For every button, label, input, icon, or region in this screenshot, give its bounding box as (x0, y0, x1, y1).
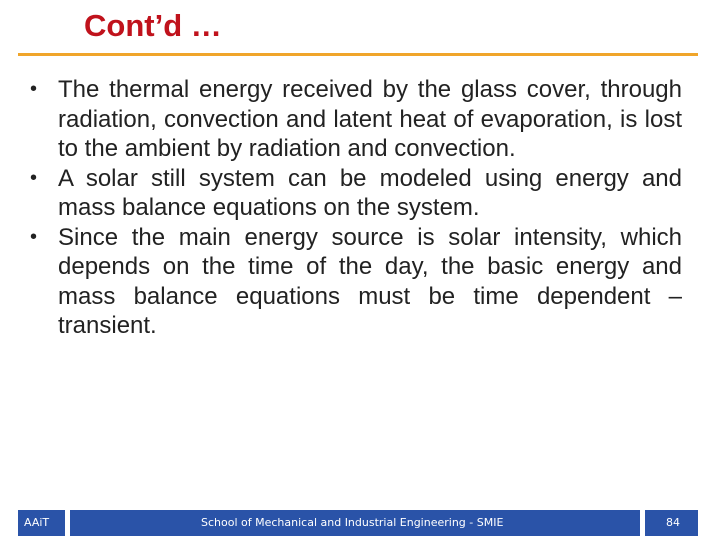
bullet-item (30, 223, 682, 341)
title-underline (18, 53, 698, 56)
bullet-item (30, 75, 682, 164)
bullet-list (30, 75, 682, 341)
bullet-text: A solar still system can be modeled using energy and mass balance equations on the system. (58, 164, 682, 221)
slide-title: Cont’d … (84, 8, 222, 43)
bullet-marker: • (30, 166, 38, 189)
bullet-marker: • (30, 225, 38, 248)
footer-institution: AAiT (24, 516, 50, 529)
bullet-text: The thermal energy received by the glass cover, through radiation, convection and latent heat of evaporation, is lost to the ambient by radiation and convection. (58, 76, 682, 162)
bullet-text: Since the main energy source is solar intensity, which depends on the time of the day, the basic energy and mass balance equations must be time dependent – transient. (58, 223, 682, 339)
bullet-marker: • (30, 78, 38, 100)
bullet-item (30, 164, 682, 223)
slide-footer (0, 510, 720, 536)
footer-school-name: School of Mechanical and Industrial Engineering - SMIE (201, 516, 504, 529)
page-number: 84 (666, 516, 680, 529)
